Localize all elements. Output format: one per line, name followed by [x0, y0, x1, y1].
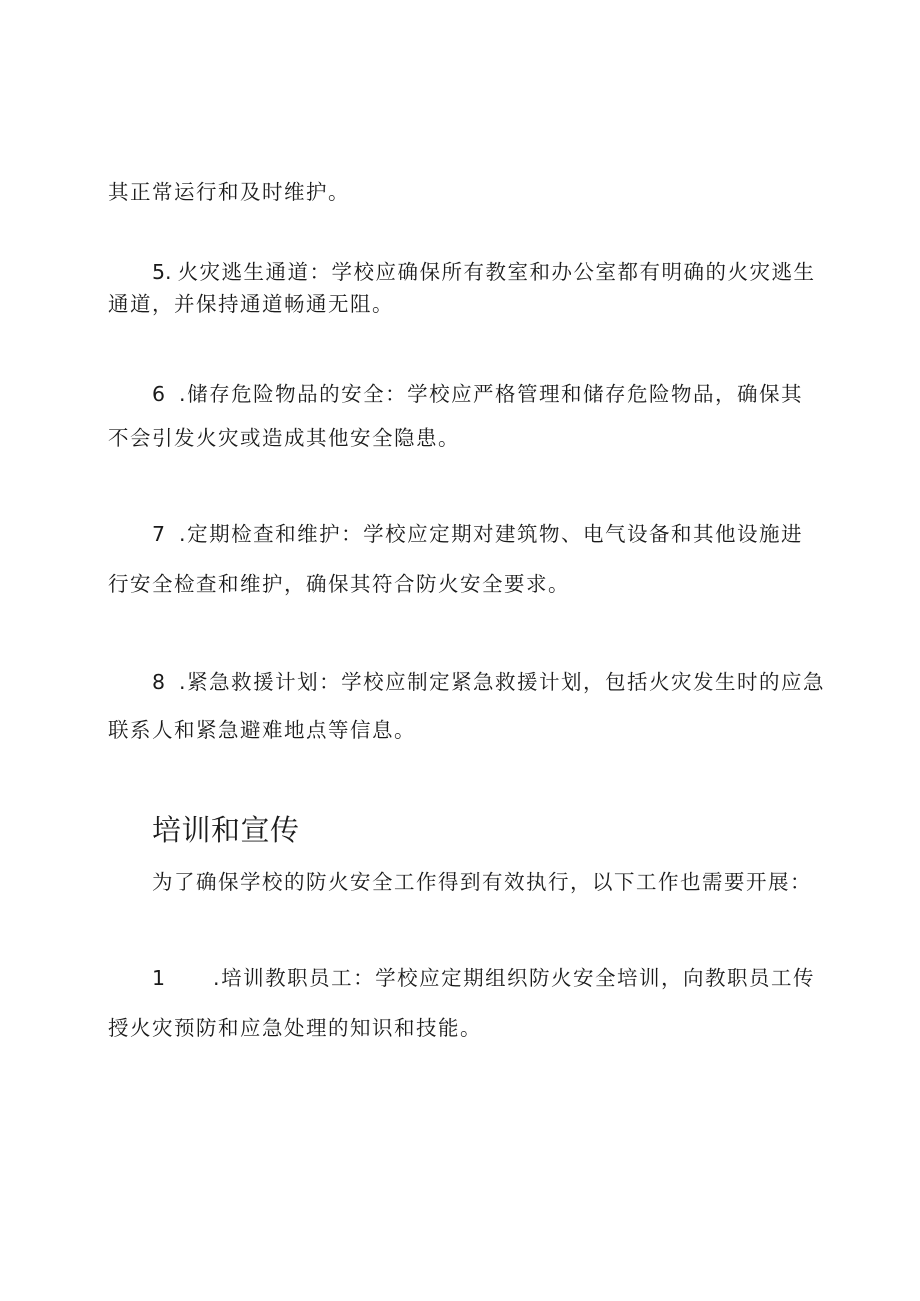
list-item-continuation: 通道，并保持通道畅通无阻。 [108, 292, 394, 316]
paragraph-line: 其正常运行和及时维护。 [108, 180, 350, 204]
list-item-first-line [152, 964, 816, 992]
list-item-number: 7 [152, 522, 166, 546]
list-item-number: 6 [152, 382, 166, 406]
list-item-first-line [152, 380, 808, 408]
list-item-first-line [152, 520, 808, 548]
list-item-continuation: 授火灾预防和应急处理的知识和技能。 [108, 1016, 482, 1040]
list-item-number: 1 [152, 966, 166, 990]
list-item-first-line [152, 258, 816, 286]
section-heading: 培训和宣传 [152, 813, 300, 847]
list-item-continuation: 行安全检查和维护，确保其符合防火安全要求。 [108, 572, 570, 596]
list-item-number: 5. [152, 260, 172, 284]
list-item-first-line [152, 668, 826, 696]
list-item-text: .紧急救援计划：学校应制定紧急救援计划，包括火灾发生时的应急 [179, 670, 826, 694]
list-item-text: .培训教职员工：学校应定期组织防火安全培训，向教职员工传 [213, 966, 816, 990]
list-item-continuation: 联系人和紧急避难地点等信息。 [108, 718, 416, 742]
list-item-text: 火灾逃生通道：学校应确保所有教室和办公室都有明确的火灾逃生 [177, 260, 816, 284]
list-item-continuation: 不会引发火灾或造成其他安全隐患。 [108, 426, 460, 450]
list-item-text: .定期检查和维护：学校应定期对建筑物、电气设备和其他设施进 [179, 522, 804, 546]
section-intro: 为了确保学校的防火安全工作得到有效执行，以下工作也需要开展： [152, 870, 812, 894]
list-item-text: .储存危险物品的安全：学校应严格管理和储存危险物品，确保其 [179, 382, 804, 406]
list-item-number: 8 [152, 670, 166, 694]
